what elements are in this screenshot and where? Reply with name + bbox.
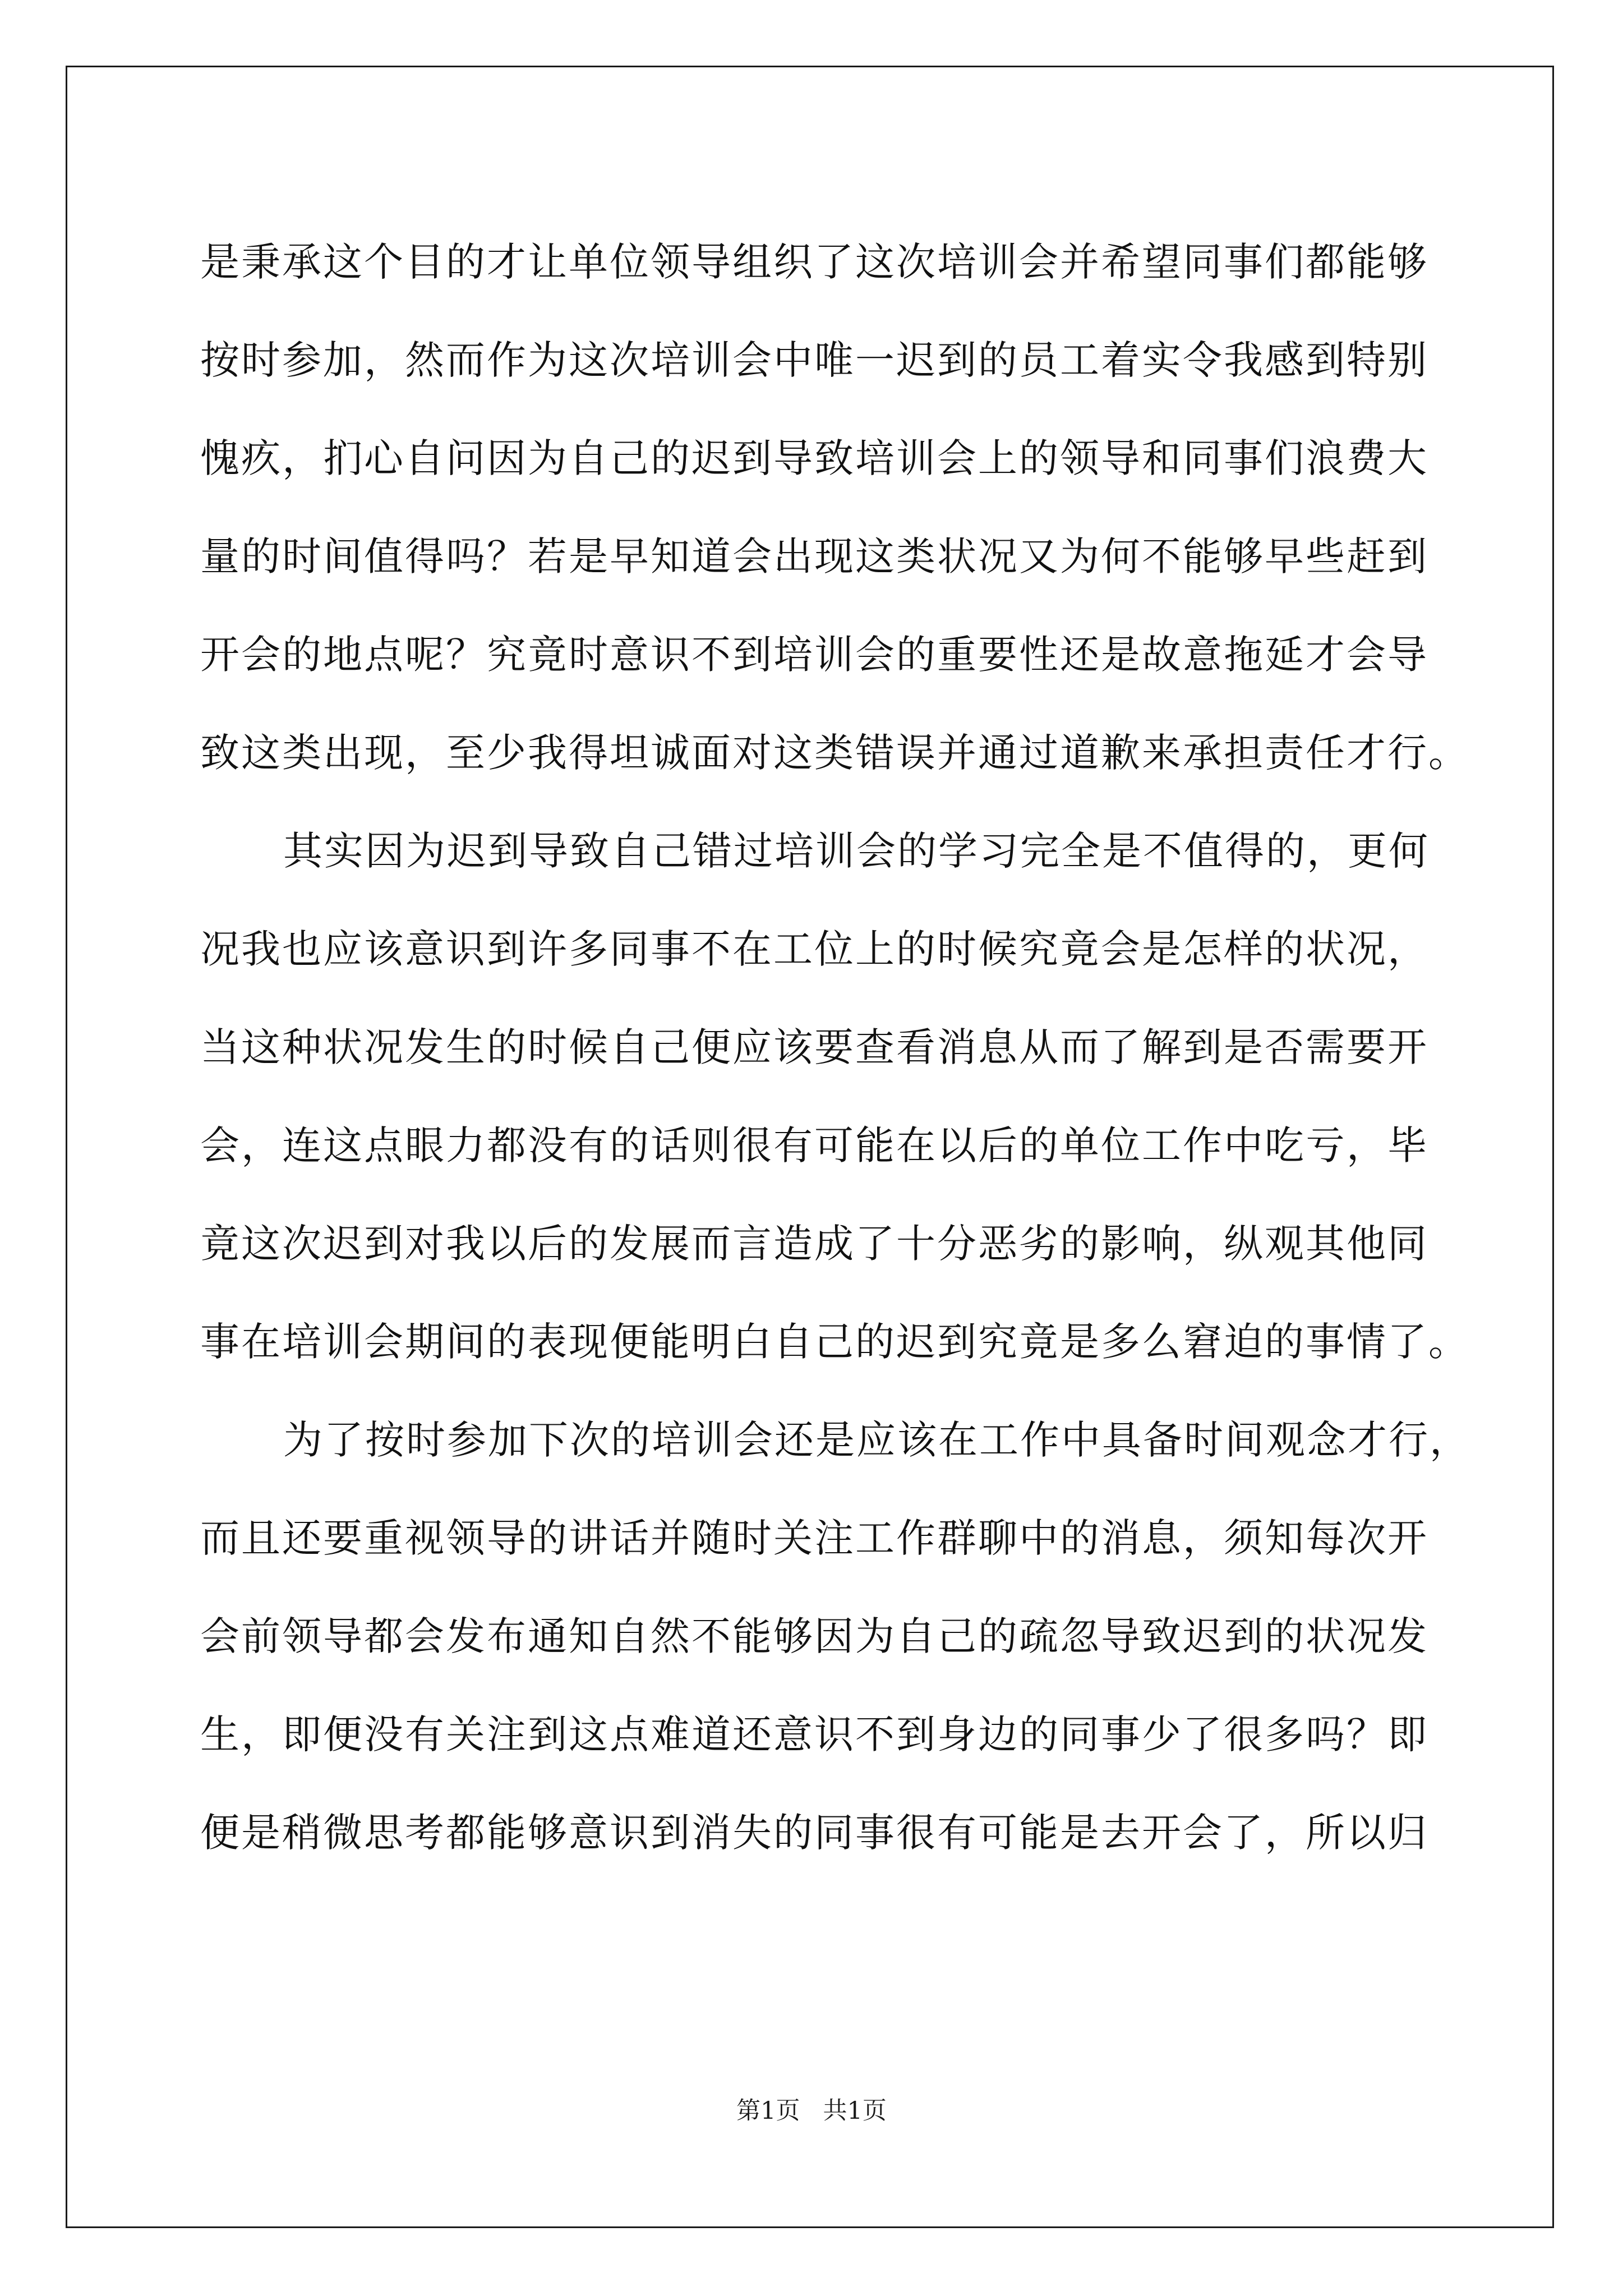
text-line: 况我也应该意识到许多同事不在工位上的时候究竟会是怎样的状况， [200, 926, 1428, 972]
text-line: 事在培训会期间的表现便能明白自己的迟到究竟是多么窘迫的事情了。 [200, 1319, 1469, 1365]
text-line: 会，连这点眼力都没有的话则很有可能在以后的单位工作中吃亏，毕 [200, 1122, 1428, 1168]
document-body [200, 213, 1470, 1882]
text-line: 会前领导都会发布通知自然不能够因为自己的疏忽导致迟到的状况发 [200, 1613, 1428, 1659]
text-line: 开会的地点呢？究竟时意识不到培训会的重要性还是故意拖延才会导 [200, 632, 1428, 678]
page-total: 共1页 [823, 2097, 887, 2125]
text-line: 致这类出现，至少我得坦诚面对这类错误并通过道歉来承担责任才行。 [200, 730, 1469, 776]
text-line: 当这种状况发生的时候自己便应该要查看消息从而了解到是否需要开 [200, 1024, 1428, 1070]
text-line: 生，即便没有关注到这点难道还意识不到身边的同事少了很多吗？即 [200, 1711, 1428, 1757]
paragraph-first-line: 其实因为迟到导致自己错过培训会的学习完全是不值得的，更何 [283, 828, 1430, 874]
text-line: 便是稍微思考都能够意识到消失的同事很有可能是去开会了，所以归 [200, 1810, 1428, 1856]
paragraph-first-line: 为了按时参加下次的培训会还是应该在工作中具备时间观念才行， [283, 1417, 1470, 1463]
text-line: 按时参加，然而作为这次培训会中唯一迟到的员工着实令我感到特别 [200, 337, 1428, 383]
text-line: 愧疚，扪心自问因为自己的迟到导致培训会上的领导和同事们浪费大 [200, 435, 1428, 481]
page-footer [0, 2094, 1623, 2128]
text-line: 而且还要重视领导的讲话并随时关注工作群聊中的消息，须知每次开 [200, 1515, 1428, 1561]
text-line: 竟这次迟到对我以后的发展而言造成了十分恶劣的影响，纵观其他同 [200, 1221, 1428, 1267]
text-line: 是秉承这个目的才让单位领导组织了这次培训会并希望同事们都能够 [200, 239, 1428, 285]
text-line: 量的时间值得吗？若是早知道会出现这类状况又为何不能够早些赶到 [200, 533, 1428, 579]
page-number: 第1页 [736, 2097, 800, 2125]
